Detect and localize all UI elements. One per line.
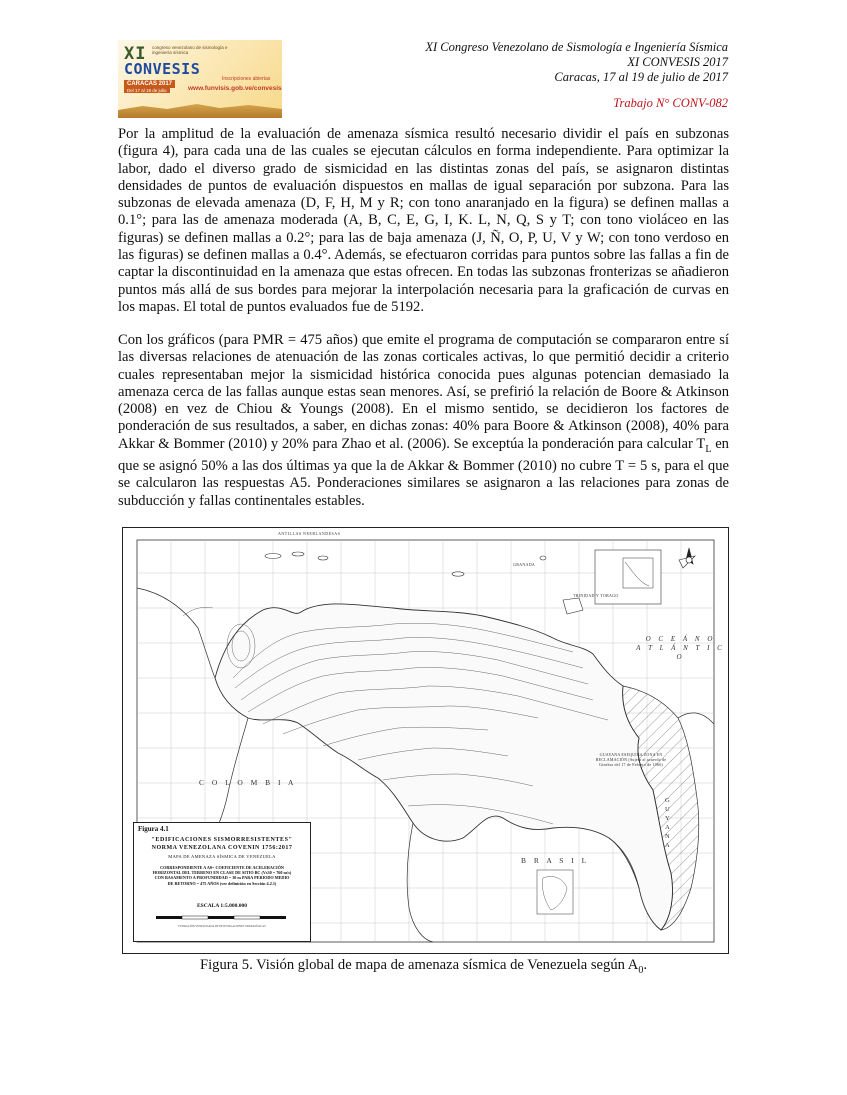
convesis-logo <box>118 40 282 118</box>
legend-credit: FUNDACIÓN VENEZOLANA DE INVESTIGACIONES SISMOLÓGICAS <box>178 925 266 928</box>
map-legend-box <box>133 822 311 942</box>
label-oceano-line2: A T L Á N T I C O <box>636 644 725 661</box>
legend-title-3: MAPA DE AMENAZA SÍSMICA DE VENEZUELA <box>168 854 276 859</box>
label-guyana: GUYANA <box>665 797 670 849</box>
guyana-border <box>678 713 714 724</box>
paragraph2-text-a: Con los gráficos (para PMR = 475 años) que emite el programa de computación se compararon entre sí las diversas relaciones de atenuación de las zonas corticales activas, lo que permitió decidir a criterio cuales representaban mejor la sismicidad histórica conocida pues algunas potencian demasiado la amenaza cerca de las fallas aunque estas sean menores. Así, se prefirió la relación de Boore & Atkinson (2008) en vez de Chiou & Youngs (2008). En el mismo sentido, se decidieron los factores de ponderación de sus resultados, a saber, en dichas zonas: 40% para Boore & Atkinson (2008), 40% para Akkar & Bommer (2010) y 20% para Zhao et al. (2006). Se exceptúa la ponderación para calcular T <box>118 332 729 452</box>
colombia-border <box>137 588 248 858</box>
label-zona-reclamacion: GUAYANA ESEQUIBA ZONA EN RECLAMACIÓN (Sujeta al acuerdo de Ginebra del 17 de Febrero de 1966) <box>595 752 667 767</box>
caribbean-islands <box>265 552 583 614</box>
conference-short-name: XI CONVESIS 2017 <box>627 55 728 69</box>
logo-place-date: CARACAS 2017 <box>124 80 175 88</box>
label-granada: GRANADA <box>513 562 536 567</box>
caption-subscript: 0 <box>638 964 644 976</box>
logo-landscape-graphic <box>118 98 282 118</box>
label-trinidad-tobago: TRINIDAD Y TOBAGO <box>573 593 619 598</box>
logo-url: www.funvisis.gob.ve/convesis <box>188 85 282 92</box>
label-antillas-neerlandesas: ANTILLAS NEERLANDESAS <box>278 531 341 536</box>
legend-description: CORRESPONDIENTE A A0= COEFICIENTE DE ACELERACIÓN HORIZONTAL DEL TERRENO EN CLASE DE SITIO BC (Vs30 = 760 m/s) CON BASAMENTO A PROFUNDIDAD = 30 m PARA PERIODO MEDIO DE RETORNO = 475 AÑOS (ver definición en Sección 4.2.1) <box>152 865 292 886</box>
label-brasil: B R A S I L <box>521 856 590 865</box>
body-paragraph-2 <box>118 332 729 510</box>
figure-caption <box>0 957 847 976</box>
legend-title-2: NORMA VENEZOLANA COVENIN 1756:2017 <box>151 845 293 851</box>
work-number: Trabajo N° CONV-082 <box>613 96 728 110</box>
north-arrow-icon <box>679 548 695 568</box>
legend-figure-label: Figura 4.1 <box>138 825 169 833</box>
label-oceano-atlantico <box>633 635 728 662</box>
conference-name: XI Congreso Venezolano de Sismología e Ingeniería Sísmica <box>425 40 728 54</box>
legend-scale-bar <box>156 913 288 923</box>
conference-place-date: Caracas, 17 al 19 de julio de 2017 <box>554 70 728 84</box>
logo-dates: Del 17 al 19 de julio <box>124 88 170 93</box>
hazard-map-figure <box>122 527 729 954</box>
label-colombia: C O L O M B I A <box>199 778 297 787</box>
paragraph2-text-b: en que se asignó 50% a las dos últimas ya que la de Akkar & Bommer (2010) no cubre T = 5 s, para el que se calcularon las respuestas A5. Ponderaciones similares se asignaron a las relaciones para zonas de subducción y fallas continentales estables. <box>118 435 729 509</box>
logo-tagline: congreso venezolano de sismología e ingeniería sísmica <box>152 45 228 55</box>
south-america-inset <box>537 870 573 914</box>
label-oceano-line1: O C E Á N O <box>645 635 716 643</box>
logo-inscriptions: Inscripciones abiertas <box>222 76 271 82</box>
legend-scale: ESCALA 1:5.000.000 <box>197 903 247 909</box>
paragraph2-subscript: L <box>705 443 712 455</box>
caption-end: . <box>643 957 647 973</box>
logo-title-line1: XI <box>124 44 147 64</box>
logo-title-line2: CONVESIS <box>124 60 201 78</box>
legend-title-1: "EDIFICACIONES SISMORRESISTENTES" <box>151 837 293 843</box>
body-paragraph-1: Por la amplitud de la evaluación de amenaza sísmica resultó necesario dividir el país en subzonas (figura 4), para cada una de las cuales se ejecutan cálculos en forma independiente. Para optimizar la labor, dado el diverso grado de sismicidad en las distintas zonas del país, se asignaron distintas densidades de puntos de evaluación dispuestos en mallas de igual separación por subzona. Para las subzonas de elevada amenaza (D, F, H, M y R; con tono anaranjado en la figura) se definen mallas a 0.1°; para las de amenaza moderada (A, B, C, E, G, I, K. L, N, Q, S y T; con tono violáceo en las figuras) se definen mallas a 0.2°; para las de baja amenaza (J, Ñ, O, P, U, V y W; con tono verdoso en las figuras) se definen mallas a 0.4°. Además, se efectuaron corridas para puntos sobre las fallas a fin de captar la discontinuidad en la amenaza que estas ofrecen. En todas las subzonas fronterizas se añadieron puntos más allá de sus bordes para mejorar la interpolación necesaria para la graficación de curvas en los mapas. El total de puntos evaluados fue de 5192. <box>118 126 729 315</box>
caption-text: Figura 5. Visión global de mapa de amenaza sísmica de Venezuela según A <box>200 957 639 973</box>
